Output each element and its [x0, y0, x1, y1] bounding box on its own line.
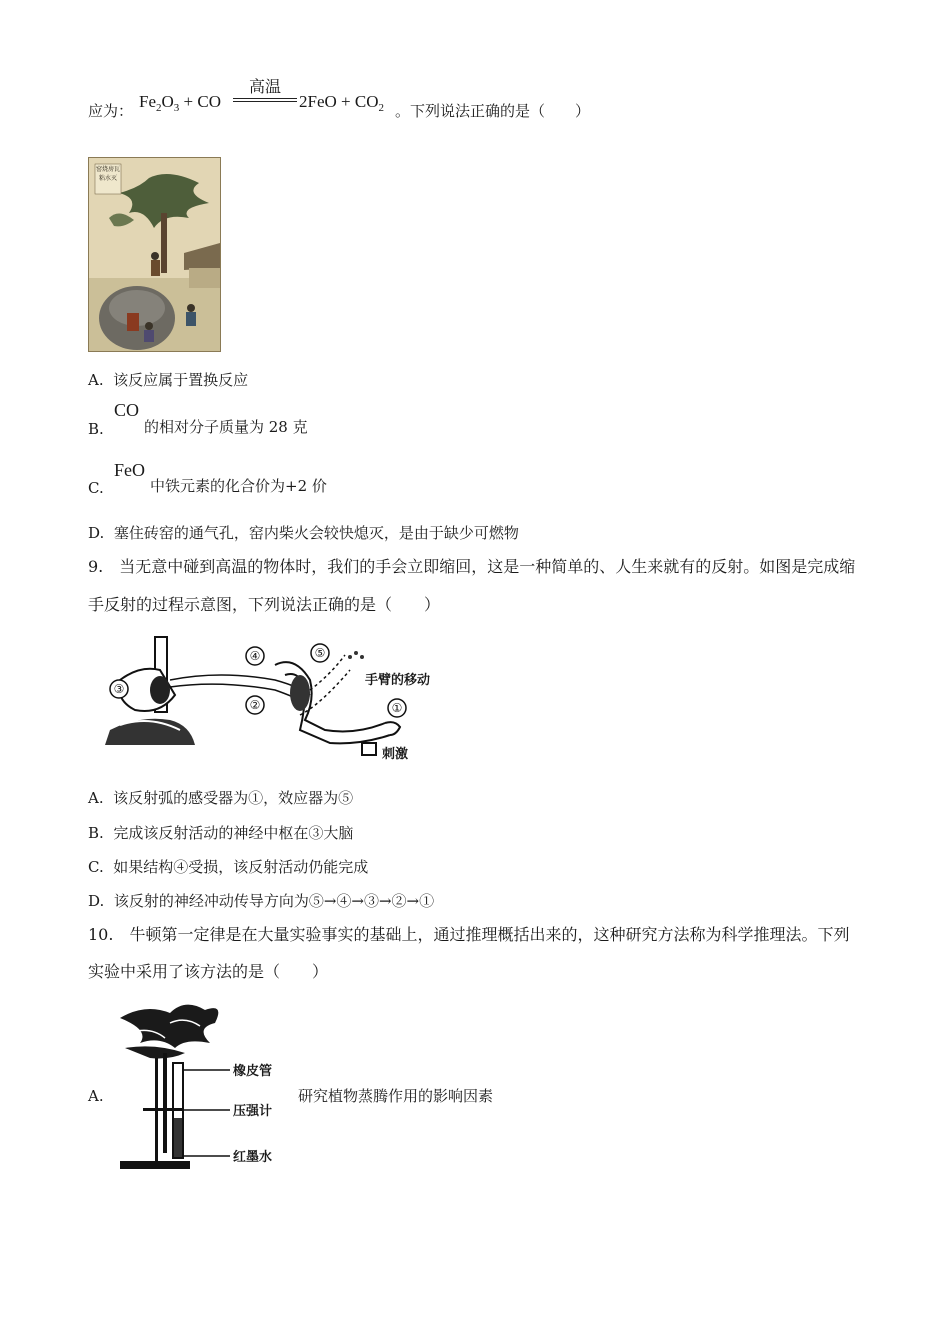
reflex-arc-svg — [100, 635, 445, 760]
q9-stem-line1: 9. 当无意中碰到高温的物体时，我们的手会立即缩回，这是一种简单的、人生来就有的反射。如图是完成缩 — [88, 557, 856, 576]
eq-double-bar — [233, 98, 297, 102]
label-red-ink: 红墨水 — [233, 1150, 273, 1165]
eq-fe: Fe — [139, 92, 156, 111]
q8-option-a — [88, 370, 248, 390]
eq-co2: CO — [354, 92, 379, 111]
label-1: ① — [391, 701, 403, 715]
q8-suffix: 。下列说法正确的是（ ） — [395, 102, 591, 120]
label-5: ⑤ — [314, 646, 326, 660]
q8-option-a-letter: A. — [88, 371, 104, 389]
q9-option-b-letter: B. — [88, 824, 104, 842]
label-4: ④ — [249, 649, 261, 663]
eq-condition: 高温 — [248, 77, 281, 96]
label-2: ② — [249, 698, 261, 712]
q10-option-a-text: 研究植物蒸腾作用的影响因素 — [298, 1087, 494, 1105]
reflex-arc-figure — [100, 635, 445, 760]
q10-option-a-letter: A. — [88, 1087, 104, 1105]
q8-option-b-formula: CO — [114, 400, 140, 420]
q8-option-b-letter: B. — [88, 420, 104, 438]
q8-option-b-text: 的相对分子质量为 28 克 — [144, 418, 308, 436]
q9-option-d — [88, 891, 434, 911]
q9-option-b — [88, 823, 353, 843]
label-3: ③ — [113, 682, 125, 696]
q9-option-c — [88, 857, 368, 877]
q9-option-a-text: 该反射弧的感受器为①，效应器为⑤ — [113, 789, 354, 807]
q9-option-a-letter: A. — [88, 789, 104, 807]
q9-option-c-text: 如果结构④受损，该反射活动仍能完成 — [113, 858, 369, 876]
q8-option-d-letter: D. — [88, 524, 105, 542]
label-rubber-tube: 橡皮管 — [233, 1064, 273, 1079]
q8-option-c-letter: C. — [88, 479, 104, 497]
q9-option-d-text: 该反射的神经冲动传导方向为⑤→④→③→②→① — [113, 892, 435, 910]
q9-option-d-letter: D. — [88, 892, 105, 910]
transpiration-figure — [115, 998, 295, 1176]
q8-option-c-formula: FeO — [114, 460, 145, 480]
eq-plus-2: + — [341, 92, 351, 111]
eq-sub-3: 3 — [173, 102, 180, 114]
eq-feo: 2FeO — [299, 92, 337, 111]
eq-o: O — [161, 92, 174, 111]
chemical-equation-products — [299, 92, 384, 114]
label-arm-movement: 手臂的移动 — [365, 673, 431, 688]
chemical-equation — [139, 92, 221, 114]
q9-option-b-text: 完成该反射活动的神经中枢在③大脑 — [113, 824, 354, 842]
kiln-painting-svg — [89, 158, 220, 351]
q8-prefix: 应为： — [88, 102, 134, 120]
kiln-caption: 窑烧房瓦 粘水灭 — [96, 166, 121, 182]
label-stimulus: 刺激 — [382, 747, 409, 760]
q9-stem-line2: 手反射的过程示意图，下列说法正确的是（ ） — [88, 595, 441, 614]
q8-option-c-text: 中铁元素的化合价为+2 价 — [150, 477, 327, 495]
kiln-painting-image — [88, 157, 221, 352]
q10-stem-line1: 10. 牛顿第一定律是在大量实验事实的基础上，通过推理概括出来的，这种研究方法称为科学推理法。下列 — [88, 925, 850, 944]
eq-sub-2b: 2 — [378, 102, 384, 114]
q8-option-d-text: 塞住砖窑的通气孔，窑内柴火会较快熄灭，是由于缺少可燃物 — [113, 524, 519, 542]
q10-stem-line2: 实验中采用了该方法的是（ ） — [88, 962, 329, 981]
q9-option-c-letter: C. — [88, 858, 104, 876]
eq-co: CO — [197, 92, 221, 111]
q9-option-a — [88, 788, 353, 808]
eq-sub-2: 2 — [156, 102, 162, 114]
eq-plus-1: + — [183, 92, 194, 111]
q8-option-d — [88, 523, 519, 543]
label-pressure-gauge: 压强计 — [233, 1104, 273, 1119]
q8-option-a-text: 该反应属于置换反应 — [113, 371, 249, 389]
